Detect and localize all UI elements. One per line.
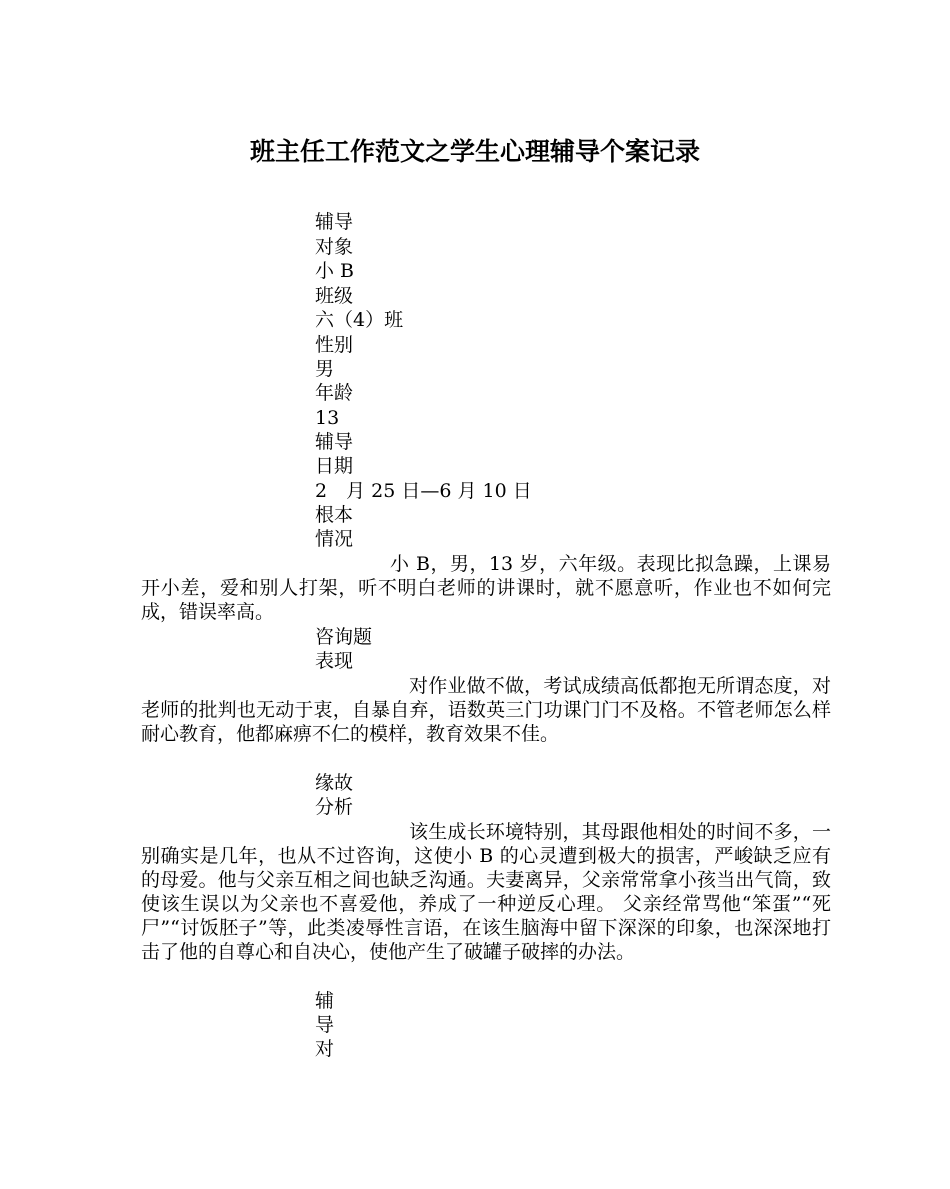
cause-label-line-2: 分析 xyxy=(315,796,354,818)
gender-value: 男 xyxy=(315,358,335,380)
document-title: 班主任工作范文之学生心理辅导个案记录 xyxy=(249,137,700,166)
date-label-line-2: 日期 xyxy=(315,455,354,477)
cause-paragraph: 该生成长环境特别，其母跟他相处的时间不多，一别确实是几年，也从不过咨询，这使小 B 的心灵遭到极大的损害，严峻缺乏应有的母爱。他与父亲互相之间也缺乏沟通。夫妻离异，父亲常常拿小孩当出气筒，致使该生误以为父亲也不喜爱他，养成了一种逆反心理。 父亲经常骂他“笨蛋”“死尸”“讨饭胚子”等，此类凌辱性言语，在该生脑海中留下深深的印象，也深深地打击了他的自尊心和自决心，使他产生了破罐子破摔的办法。 xyxy=(141,821,831,963)
subject-value: 小 B xyxy=(315,260,355,282)
class-label: 班级 xyxy=(315,285,354,307)
cause-label-line-1: 缘故 xyxy=(315,772,354,794)
problem-label-line-1: 咨询题 xyxy=(315,626,373,648)
gender-label: 性别 xyxy=(315,334,354,356)
basic-label-line-1: 根本 xyxy=(315,504,354,526)
strategy-label-line-2: 导 xyxy=(315,1014,335,1036)
strategy-label-line-3: 对 xyxy=(315,1038,335,1060)
problem-label-line-2: 表现 xyxy=(315,650,354,672)
subject-label-line-2: 对象 xyxy=(315,236,354,258)
class-value: 六（4）班 xyxy=(315,309,404,331)
date-label-line-1: 辅导 xyxy=(315,431,354,453)
date-value: 2 月 25 日—6 月 10 日 xyxy=(315,480,532,502)
basic-label-line-2: 情况 xyxy=(315,528,354,550)
basic-info-paragraph: 小 B，男，13 岁，六年级。表现比拟急躁，上课易开小差，爱和别人打架，听不明白老师的讲课时，就不愿意听，作业也不如何完成，错误率高。 xyxy=(141,553,831,623)
subject-label-line-1: 辅导 xyxy=(315,211,354,233)
age-value: 13 xyxy=(315,407,340,429)
strategy-label-line-1: 辅 xyxy=(315,990,335,1012)
age-label: 年龄 xyxy=(315,382,354,404)
problem-paragraph: 对作业做不做，考试成绩高低都抱无所谓态度，对老师的批判也无动于衷，自暴自弃，语数英三门功课门门不及格。不管老师怎么样耐心教育，他都麻痹不仁的模样，教育效果不佳。 xyxy=(141,675,831,745)
